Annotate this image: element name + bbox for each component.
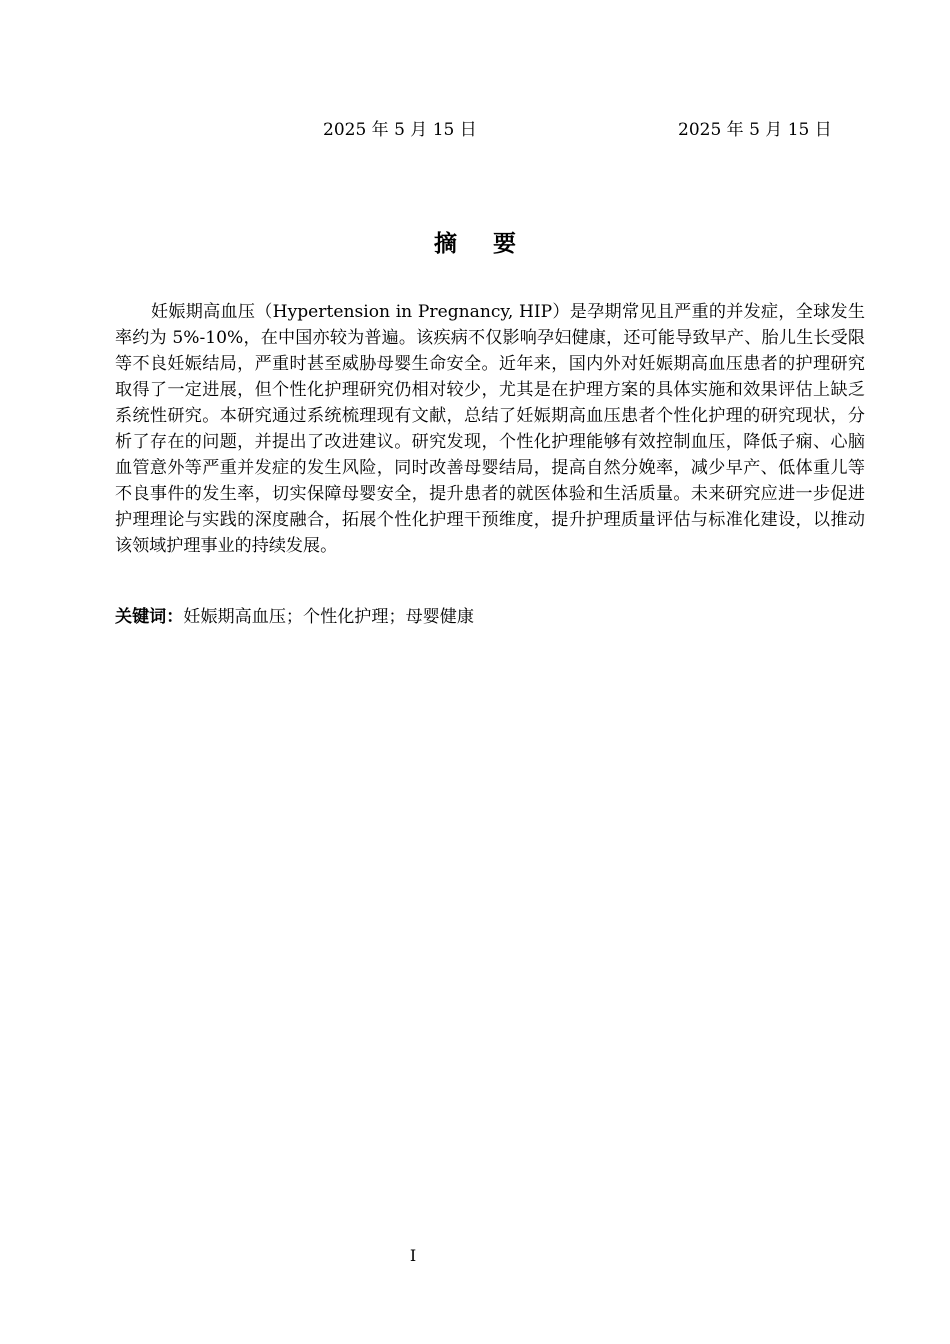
date-right: 2025 年 5 月 15 日 bbox=[678, 120, 832, 140]
keywords-line bbox=[115, 604, 865, 630]
date-left: 2025 年 5 月 15 日 bbox=[323, 120, 477, 140]
abstract-body: 妊娠期高血压（Hypertension in Pregnancy, HIP）是孕期常见且严重的并发症，全球发生率约为 5%-10%，在中国亦较为普遍。该疾病不仅影响孕妇健康，还可能导致早产、胎儿生长受限等不良妊娠结局，严重时甚至威胁母婴生命安全。近年来，国内外对妊娠期高血压患者的护理研究取得了一定进展，但个性化护理研究仍相对较少，尤其是在护理方案的具体实施和效果评估上缺乏系统性研究。本研究通过系统梳理现有文献，总结了妊娠期高血压患者个性化护理的研究现状，分析了存在的问题，并提出了改进建议。研究发现，个性化护理能够有效控制血压，降低子痫、心脑血管意外等严重并发症的发生风险，同时改善母婴结局，提高自然分娩率，减少早产、低体重儿等不良事件的发生率，切实保障母婴安全，提升患者的就医体验和生活质量。未来研究应进一步促进护理理论与实践的深度融合，拓展个性化护理干预维度，提升护理质量评估与标准化建设，以推动该领域护理事业的持续发展。 bbox=[115, 302, 865, 556]
keywords-value: 妊娠期高血压；个性化护理；母婴健康 bbox=[183, 607, 474, 627]
abstract-title: 摘要 bbox=[434, 231, 552, 257]
keywords-label: 关键词： bbox=[115, 607, 184, 627]
page-number: I bbox=[409, 1246, 417, 1265]
